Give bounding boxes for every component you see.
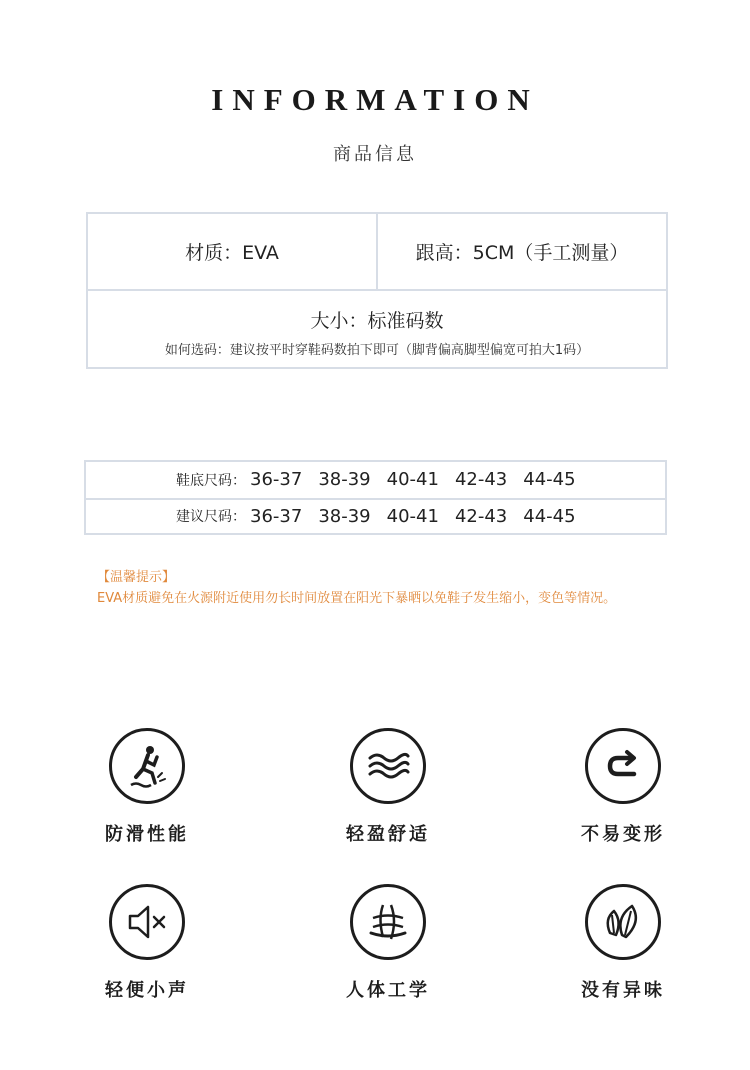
feature-light-comfort [308,728,468,846]
notice-title: 【温馨提示】 [97,570,176,585]
size-value: 38-39 [318,469,371,491]
feature-ergonomic [308,884,468,1002]
size-value: 44-45 [523,505,576,527]
feature-label: 轻盈舒适 [346,824,430,845]
feature-quiet [67,884,227,1002]
heel-height-cell: 跟高：5CM（手工测量） [376,214,666,289]
size-value: 42-43 [454,505,508,527]
feature-no-odor [543,884,703,1002]
feature-label: 没有异味 [581,980,665,1001]
info-table [86,212,668,369]
page-subtitle: 商品信息 [333,144,417,165]
waves-icon [350,728,426,804]
material-cell: 材质：EVA [185,242,279,264]
size-value: 36-37 [250,505,303,527]
size-row-sole [86,462,665,498]
feature-label: 人体工学 [346,980,430,1001]
size-value: 40-41 [386,505,439,527]
size-row-label: 鞋底尺码： [176,472,246,489]
size-row-suggested [86,498,665,534]
info-row-top [88,214,666,291]
size-value: 40-41 [386,469,439,491]
size-value: 36-37 [250,469,303,491]
size-text: 大小：标准码数 [310,310,444,332]
size-value: 42-43 [454,469,508,491]
turn-arrow-icon [585,728,661,804]
feature-anti-slip [67,728,227,846]
slip-person-icon [109,728,185,804]
feature-label: 不易变形 [581,824,665,845]
notice-block [97,567,717,609]
info-row-bottom [88,306,666,382]
foot-insole-icon [350,884,426,960]
feature-label: 轻便小声 [105,980,189,1001]
size-table [84,460,667,535]
page-title: INFORMATION [211,82,539,117]
size-value: 38-39 [318,505,371,527]
size-row-label: 建议尺码： [176,509,246,526]
feature-no-deform [543,728,703,846]
mute-speaker-icon [109,884,185,960]
feature-label: 防滑性能 [105,824,189,845]
size-value: 44-45 [523,469,576,491]
notice-text: EVA材质避免在火源附近使用勿长时间放置在阳光下暴晒以免鞋子发生缩小，变色等情况。 [97,591,617,606]
leaf-icon [585,884,661,960]
size-tip-text: 如何选码：建议按平时穿鞋码数拍下即可（脚背偏高脚型偏宽可拍大1码） [164,343,590,358]
